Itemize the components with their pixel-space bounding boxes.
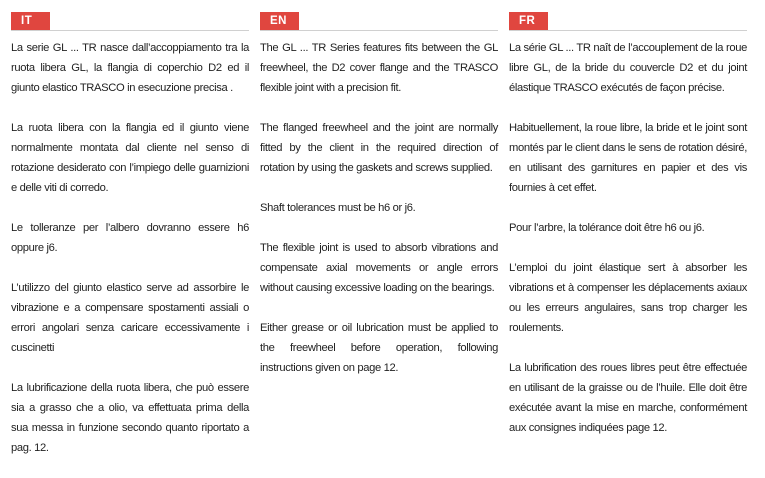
paragraph: La serie GL ... TR nasce dall’accoppiamento tra la ruota libera GL, la flangia di coperchio D2 ed il giunto elastico TRASCO in esecuzione precisa . <box>11 42 249 94</box>
paragraph: L’utilizzo del giunto elastico serve ad assorbire le vibrazione e a compensare spostamenti assiali o errori angolari senza caricare eccessivamente i cuscinetti <box>11 282 249 354</box>
language-badge-fr: FR <box>509 12 548 30</box>
paragraph: Shaft tolerances must be h6 or j6. <box>260 202 416 214</box>
paragraph: The flexible joint is used to absorb vibrations and compensate axial movements or angle errors without causing excessive loading on the bearings. <box>260 242 498 294</box>
column-header <box>260 12 498 31</box>
paragraph: La ruota libera con la flangia ed il giunto viene normalmente montata dal cliente nel senso di rotazione desiderato con l’impiego delle guarnizioni e delle viti di corredo. <box>11 122 249 194</box>
paragraph: The GL ... TR Series features fits between the GL freewheel, the D2 cover flange and the TRASCO flexible joint with a precision fit. <box>260 42 498 94</box>
paragraph: Le tolleranze per l’albero dovranno essere h6 oppure j6. <box>11 222 249 254</box>
column-english <box>260 12 498 398</box>
language-badge-it: IT <box>11 12 50 30</box>
paragraph: The flanged freewheel and the joint are normally fitted by the client in the required direction of rotation by using the gaskets and screws supplied. <box>260 122 498 174</box>
paragraph: Either grease or oil lubrication must be applied to the freewheel before operation, following instructions given on page 12. <box>260 322 498 374</box>
paragraph: La série GL ... TR naît de l’accouplement de la roue libre GL, de la bride du couvercle D2 et du joint élastique TRASCO exécutés de façon précise. <box>509 42 747 94</box>
column-french <box>509 12 747 458</box>
column-header <box>11 12 249 31</box>
paragraph: La lubrification des roues libres peut être effectuée en utilisant de la graisse ou de l’huile. Elle doit être exécutée avant la mise en marche, conformément aux consignes indiquées page 12. <box>509 362 747 434</box>
column-header <box>509 12 747 31</box>
paragraph: L’emploi du joint élastique sert à absorber les vibrations et à compenser les déplacements axiaux ou les erreurs angulaires, sans trop charger les roulements. <box>509 262 747 334</box>
paragraph: Pour l’arbre, la tolérance doit être h6 ou j6. <box>509 222 705 234</box>
paragraph: La lubrificazione della ruota libera, che può essere sia a grasso che a olio, va effettuata prima della sua messa in funzione secondo quanto riportato a pag. 12. <box>11 382 249 454</box>
paragraph: Habituellement, la roue libre, la bride et le joint sont montés par le client dans le sens de rotation désiré, en utilisant des garnitures en papier et des vis fournies à cet effet. <box>509 122 747 194</box>
language-badge-en: EN <box>260 12 299 30</box>
column-italian <box>11 12 249 478</box>
